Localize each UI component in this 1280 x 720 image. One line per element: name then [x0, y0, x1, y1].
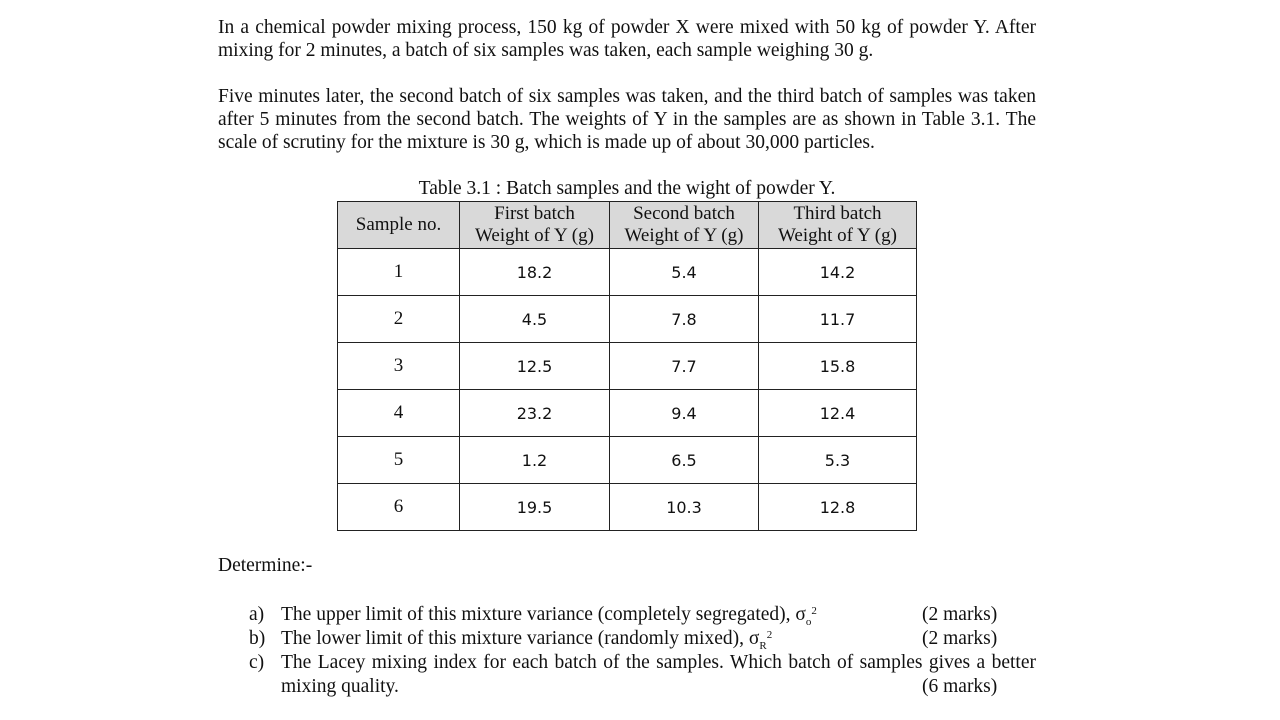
determine-heading: Determine:- — [218, 555, 313, 576]
table-row — [338, 343, 917, 390]
weight-cell: 7.7 — [610, 343, 759, 390]
table-row — [338, 249, 917, 296]
header-first-batch: First batch Weight of Y (g) — [460, 202, 610, 249]
question-text: The upper limit of this mixture variance (completely segregated), $\sigma_o^2$ — [281, 604, 817, 628]
question-marks: (2 marks) — [922, 628, 998, 649]
sample-number-cell: 4 — [338, 390, 460, 437]
header-second-batch: Second batch Weight of Y (g) — [610, 202, 759, 249]
table-row — [338, 437, 917, 484]
weight-cell: 19.5 — [460, 484, 610, 531]
weight-cell: 5.4 — [610, 249, 759, 296]
question-label: a) — [249, 604, 265, 625]
weight-cell: 5.3 — [759, 437, 917, 484]
sample-number-cell: 3 — [338, 343, 460, 390]
question-marks: (2 marks) — [922, 604, 998, 625]
weight-cell: 10.3 — [610, 484, 759, 531]
weight-cell: 18.2 — [460, 249, 610, 296]
weight-cell: 12.8 — [759, 484, 917, 531]
weight-cell: 6.5 — [610, 437, 759, 484]
weight-cell: 12.5 — [460, 343, 610, 390]
table-header-row — [338, 202, 917, 249]
question-text: The lower limit of this mixture variance (randomly mixed), $\sigma_R^2$ — [281, 628, 773, 652]
weight-cell: 7.8 — [610, 296, 759, 343]
sample-number-cell: 6 — [338, 484, 460, 531]
table-caption: Table 3.1 : Batch samples and the wight of powder Y. — [418, 178, 836, 199]
question-text: The Lacey mixing index for each batch of the samples. Which batch of samples gives a better mixing quality. — [281, 652, 1036, 697]
sample-number-cell: 1 — [338, 249, 460, 296]
intro-paragraph: In a chemical powder mixing process, 150 kg of powder X were mixed with 50 kg of powder Y. After mixing for 2 minutes, a batch of six samples was taken, each sample weighing 30 g. — [218, 17, 1036, 61]
weight-cell: 1.2 — [460, 437, 610, 484]
weight-cell: 12.4 — [759, 390, 917, 437]
table-row — [338, 296, 917, 343]
question-label: b) — [249, 628, 266, 649]
sample-number-cell: 5 — [338, 437, 460, 484]
question-label: c) — [249, 652, 265, 673]
weight-cell: 15.8 — [759, 343, 917, 390]
header-sample-no: Sample no. — [338, 202, 460, 249]
header-third-batch: Third batch Weight of Y (g) — [759, 202, 917, 249]
table-row — [338, 484, 917, 531]
sample-number-cell: 2 — [338, 296, 460, 343]
question-marks: (6 marks) — [922, 675, 998, 697]
weight-cell: 14.2 — [759, 249, 917, 296]
second-paragraph: Five minutes later, the second batch of six samples was taken, and the third batch of samples was taken after 5 minutes from the second batch. The weights of Y in the samples are as shown in Table 3.1. The scale of scrutiny for the mixture is 30 g, which is made up of about 30,000 particles. — [218, 86, 1036, 153]
weight-cell: 23.2 — [460, 390, 610, 437]
batch-samples-table — [337, 201, 917, 531]
weight-cell: 11.7 — [759, 296, 917, 343]
weight-cell: 9.4 — [610, 390, 759, 437]
weight-cell: 4.5 — [460, 296, 610, 343]
table-row — [338, 390, 917, 437]
